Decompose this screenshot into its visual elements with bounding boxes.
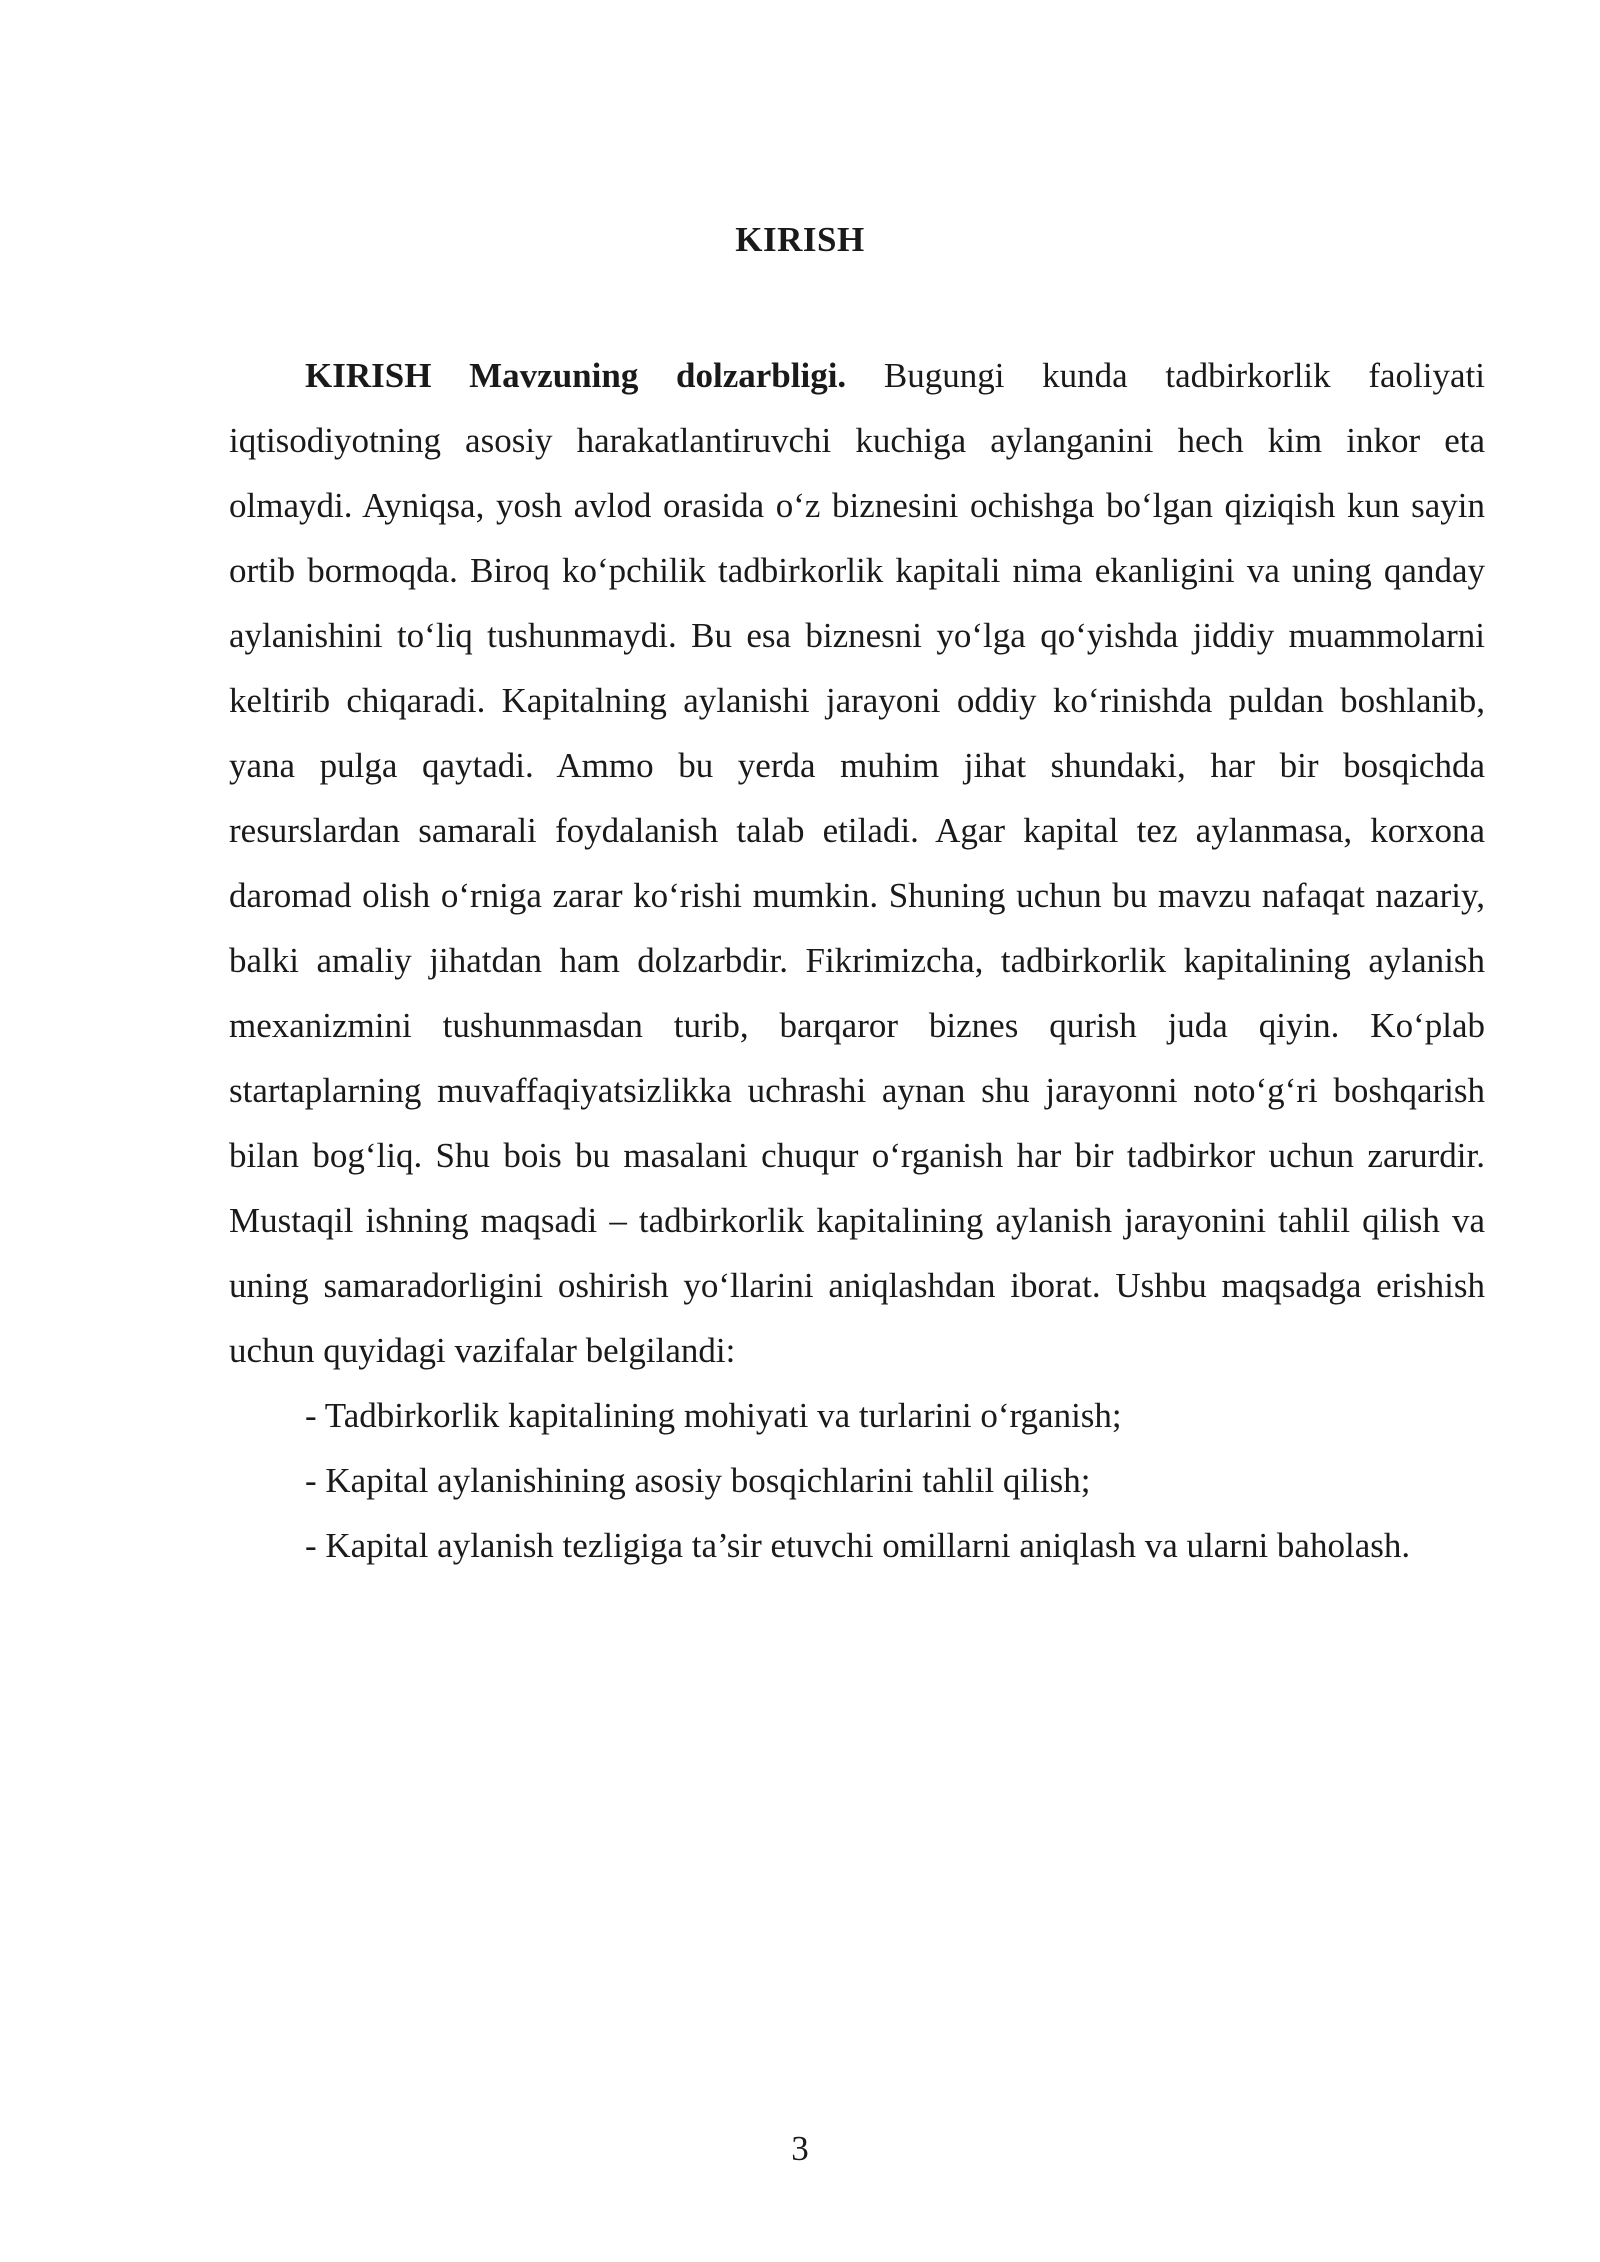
page-number: 3 <box>791 2129 809 2168</box>
task-item-3: - Kapital aylanish tezligiga ta’sir etuvchi omillarni aniqlash va ularni baholash. <box>305 1526 1411 1565</box>
section-heading: KIRISH <box>735 220 865 259</box>
intro-lead: KIRISH Mavzuning dolzarbligi. <box>305 356 847 395</box>
intro-paragraph <box>229 343 1485 1383</box>
body-text <box>229 343 1485 1578</box>
intro-text: Bugungi kunda tadbirkorlik faoliyati iqtisodiyotning asosiy harakatlantiruvchi kuchiga aylanganini hech kim inkor eta olmaydi. Ayniqsa, yosh avlod orasida o‘z biznesini ochishga bo‘lgan qiziqish kun sayin ortib bormoqda. Biroq ko‘pchilik tadbirkorlik kapitali nima ekanligini va uning qanday aylanishini to‘liq tushunmaydi. Bu esa biznesni yo‘lga qo‘yishda jiddiy muammolarni keltirib chiqaradi. Kapitalning aylanishi jarayoni oddiy ko‘rinishda puldan boshlanib, yana pulga qaytadi. Ammo bu yerda muhim jihat shundaki, har bir bosqichda resurslardan samarali foydalanish talab etiladi. Agar kapital tez aylanmasa, korxona daromad olish o‘rniga zarar ko‘rishi mumkin. Shuning uchun bu mavzu nafaqat nazariy, balki amaliy jihatdan ham dolzarbdir. Fikrimizcha, tadbirkorlik kapitalining aylanish mexanizmini tushunmasdan turib, barqaror biznes qurish juda qiyin. Ko‘plab startaplarning muvaffaqiyatsizlikka uchrashi aynan shu jarayonni noto‘g‘ri boshqarish bilan bog‘liq. Shu bois bu masalani chuqur o‘rganish har bir tadbirkor uchun zarurdir. Mustaqil ishning maqsadi – tadbirkorlik kapitalining aylanish jarayonini tahlil qilish va uning samaradorligini oshirish yo‘llarini aniqlashdan iborat. Ushbu maqsadga erishish uchun quyidagi vazifalar belgilandi: <box>229 356 1485 1370</box>
task-item-2: - Kapital aylanishining asosiy bosqichlarini tahlil qilish; <box>305 1461 1091 1500</box>
task-item-1: - Tadbirkorlik kapitalining mohiyati va turlarini o‘rganish; <box>305 1396 1122 1435</box>
